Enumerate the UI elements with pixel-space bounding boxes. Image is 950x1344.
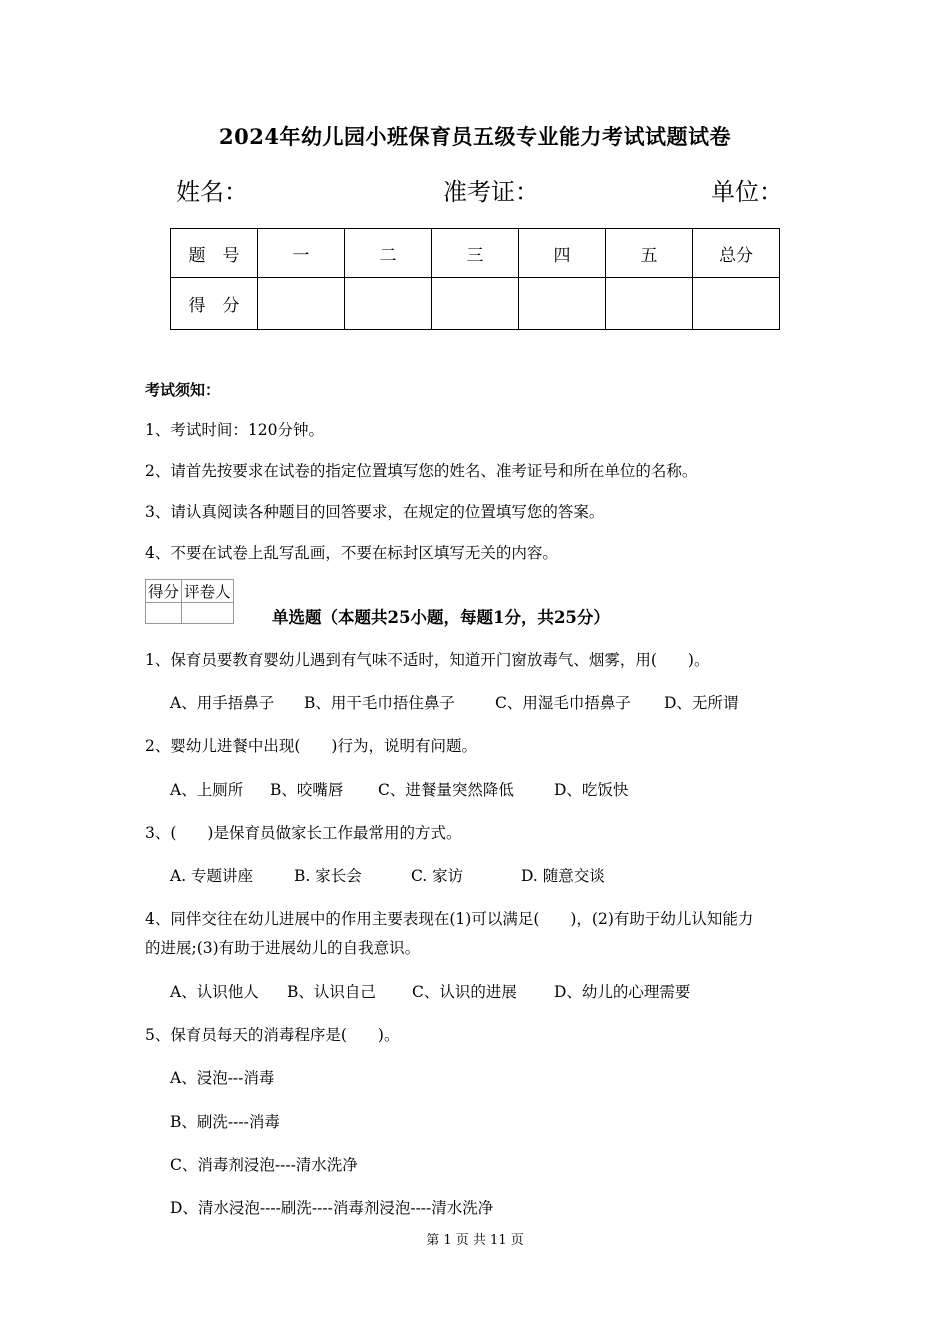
grader-box-cell [182,603,234,624]
score-cell [519,278,606,330]
score-table-header-cell: 题 号 [171,229,258,278]
option-a: A、用手捂鼻子 [170,694,275,712]
question-stem: 1、保育员要教育婴幼儿遇到有气味不适时，知道开门窗放毒气、烟雾，用( )。 [145,651,710,669]
question-stem: 2、婴幼儿进餐中出现( )行为，说明有问题。 [145,737,477,755]
notice-item: 3、请认真阅读各种题目的回答要求，在规定的位置填写您的答案。 [145,503,605,521]
score-cell [345,278,432,330]
question-stem: 4、同伴交往在幼儿进展中的作用主要表现在(1)可以满足( )，(2)有助于幼儿认知能力 [145,910,754,928]
option-c: C、用湿毛巾捂鼻子 [495,694,631,712]
notice-item: 2、请首先按要求在试卷的指定位置填写您的姓名、准考证号和所在单位的名称。 [145,462,698,480]
option-a: A、上厕所 [170,781,244,799]
option-c: C、消毒剂浸泡----清水洗净 [170,1156,358,1174]
score-table-header-cell: 一 [258,229,345,278]
score-table-score-row [171,278,780,330]
question-stem: 3、( )是保育员做家长工作最常用的方式。 [145,824,462,842]
option-c: C. 家访 [411,867,464,885]
page-footer: 第 1 页 共 11 页 [426,1233,524,1248]
notice-heading: 考试须知： [145,381,221,399]
option-d: D、幼儿的心理需要 [554,983,691,1001]
option-a: A、浸泡---消毒 [170,1069,275,1087]
name-field-label: 姓名： [176,178,248,206]
score-table-header-cell: 总分 [693,229,780,278]
unit-field-label: 单位： [711,178,783,206]
grader-box [145,579,234,624]
score-table-row-label: 得 分 [171,278,258,330]
score-cell [258,278,345,330]
option-c: C、认识的进展 [412,983,517,1001]
option-d: D. 随意交谈 [521,867,605,885]
score-table-header-cell: 四 [519,229,606,278]
page-title: 2024年幼儿园小班保育员五级专业能力考试试题试卷 [219,124,731,149]
score-table-header-cell: 二 [345,229,432,278]
option-b: B、用干毛巾捂住鼻子 [304,694,455,712]
option-a: A. 专题讲座 [170,867,254,885]
score-table-header-cell: 三 [432,229,519,278]
question-stem: 5、保育员每天的消毒程序是( )。 [145,1026,400,1044]
option-d: D、清水浸泡----刷洗----消毒剂浸泡----清水洗净 [170,1199,494,1217]
grader-box-cell [146,603,182,624]
score-table-header-row [171,229,780,278]
option-c: C、进餐量突然降低 [378,781,514,799]
option-d: D、无所谓 [664,694,739,712]
question-stem-continued: 的进展;(3)有助于进展幼儿的自我意识。 [145,939,421,957]
grader-box-grader-label: 评卷人 [182,580,234,603]
option-b: B. 家长会 [294,867,362,885]
option-d: D、吃饭快 [554,781,629,799]
option-a: A、认识他人 [170,983,259,1001]
option-b: B、咬嘴唇 [270,781,344,799]
score-table-header-cell: 五 [606,229,693,278]
notice-item: 1、考试时间：120分钟。 [145,421,324,439]
section-heading: 单选题（本题共25小题，每题1分，共25分） [272,608,610,627]
score-cell [606,278,693,330]
exam-id-field-label: 准考证： [443,178,539,206]
score-table [170,228,780,330]
grader-box-score-label: 得分 [146,580,182,603]
option-b: B、刷洗----消毒 [170,1113,280,1131]
notice-item: 4、不要在试卷上乱写乱画，不要在标封区填写无关的内容。 [145,544,558,562]
option-b: B、认识自己 [287,983,376,1001]
score-cell [432,278,519,330]
score-cell [693,278,780,330]
